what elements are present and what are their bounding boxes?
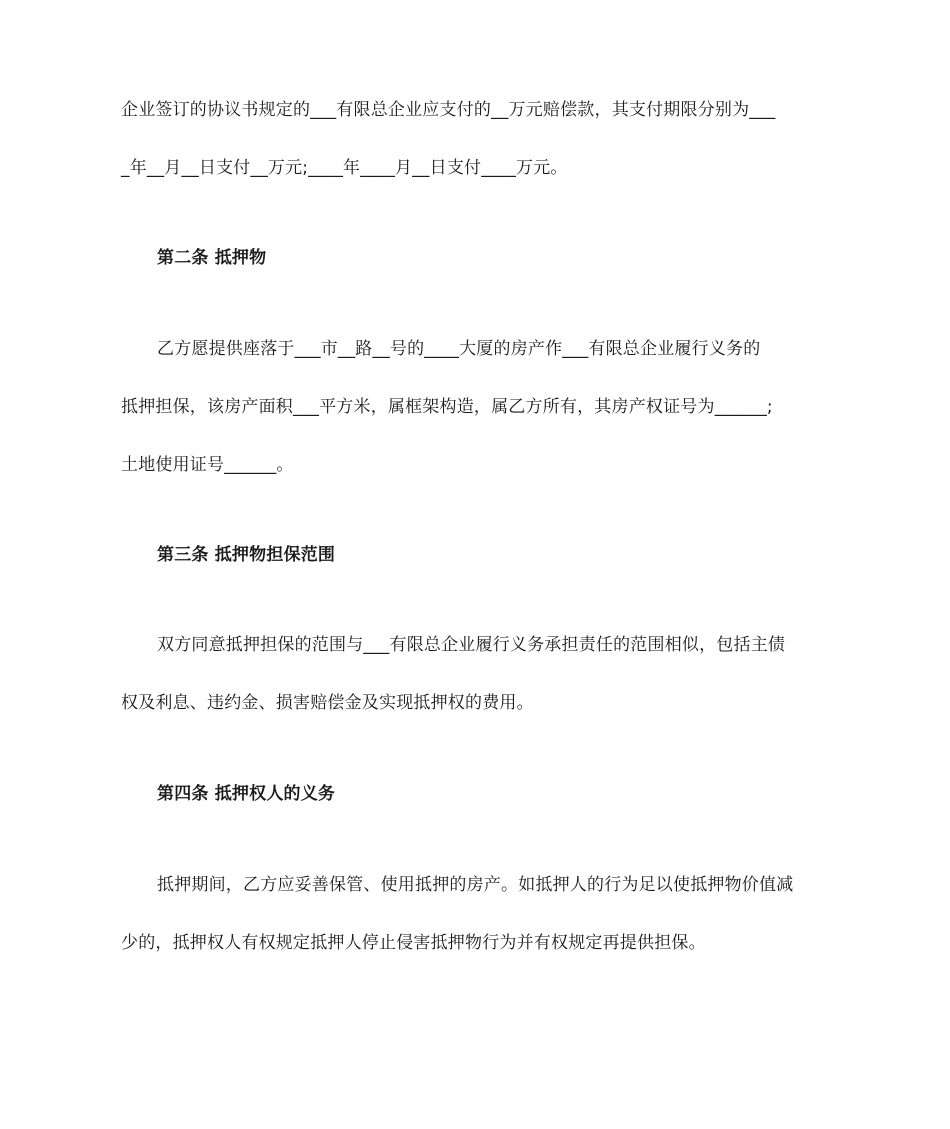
article-3-heading: 第三条 抵押物担保范围 bbox=[157, 545, 336, 565]
article-4-line-2: 少的，抵押权人有权规定抵押人停止侵害抵押物行为并有权规定再提供担保。 bbox=[121, 933, 706, 953]
paragraph-1-line-2: _年__月__日支付__万元;____年____月__日支付____万元。 bbox=[121, 158, 568, 178]
article-3-line-2: 权及利息、违约金、损害赔偿金及实现抵押权的费用。 bbox=[121, 693, 534, 713]
article-2-line-1: 乙方愿提供座落于___市__路__号的____大厦的房产作___有限总企业履行义务的 bbox=[157, 339, 761, 359]
paragraph-1-line-1: 企业签订的协议书规定的___有限总企业应支付的__万元赔偿款，其支付期限分别为___ bbox=[121, 100, 776, 120]
article-3-line-1: 双方同意抵押担保的范围与___有限总企业履行义务承担责任的范围相似，包括主债 bbox=[157, 635, 786, 655]
article-2-line-3: 土地使用证号______。 bbox=[121, 455, 294, 475]
article-4-line-1: 抵押期间，乙方应妥善保管、使用抵押的房产。如抵押人的行为足以使抵押物价值减 bbox=[157, 875, 794, 895]
article-2-heading: 第二条 抵押物 bbox=[157, 248, 267, 268]
article-4-heading: 第四条 抵押权人的义务 bbox=[157, 784, 336, 804]
article-2-line-2: 抵押担保，该房产面积___平方米，属框架构造，属乙方所有，其房产权证号为______; bbox=[121, 397, 773, 417]
